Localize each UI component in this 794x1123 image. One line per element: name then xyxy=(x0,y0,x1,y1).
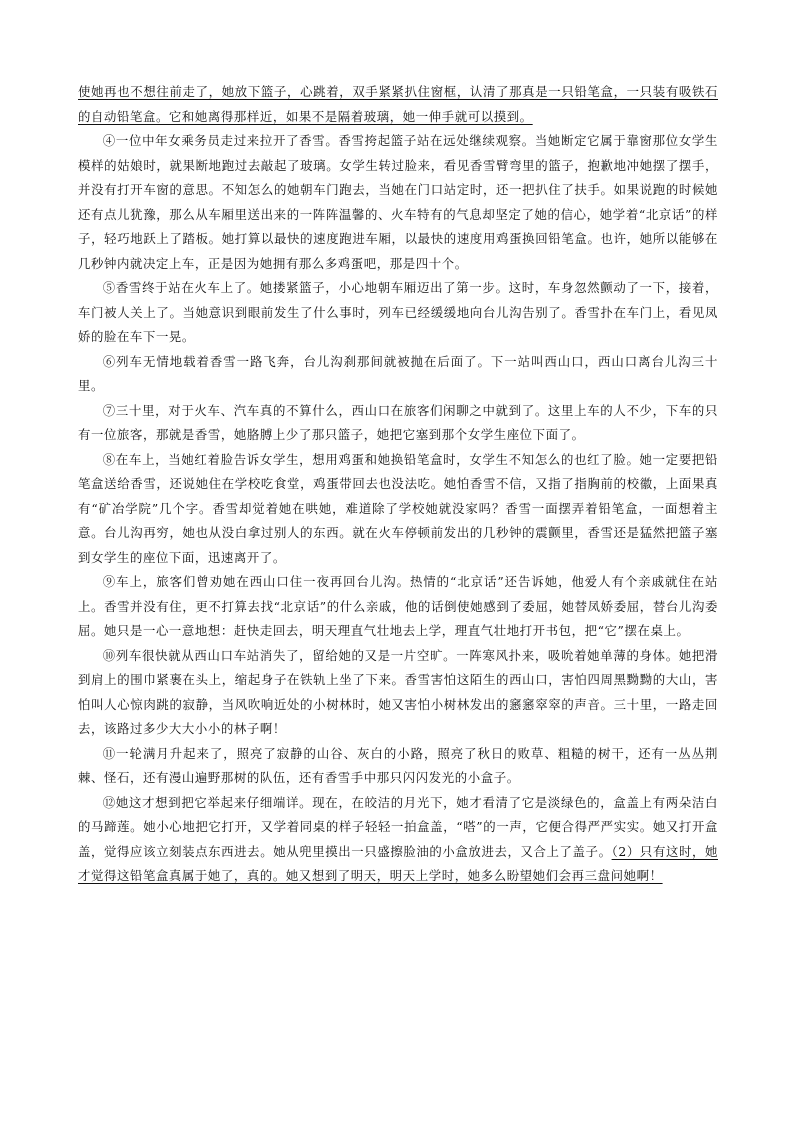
paragraph-8 xyxy=(78,448,718,571)
paragraph-4 xyxy=(78,129,718,276)
paragraph-10 xyxy=(78,644,718,742)
paragraph-10-text: ⑩列车很快就从西山口车站消失了，留给她的又是一片空旷。一阵寒风扑来，吸吮着她单薄的身体。她把滑到肩上的围巾紧裹在头上，缩起身子在铁轨上坐了下来。香雪害怕这陌生的西山口，害怕四周黑黝黝的大山，害怕叫人心惊肉跳的寂静，当风吹响近处的小树林时，她又害怕小树林发出的窸窸窣窣的声音。三十里，一路走回去，该路过多少大大小小的林子啊！ xyxy=(78,647,718,736)
paragraph-9-text: ⑨车上，旅客们曾劝她在西山口住一夜再回台儿沟。热情的“北京话”还告诉她，他爱人有个亲戚就住在站上。香雪并没有住，更不打算去找“北京话”的什么亲戚，他的话倒使她感到了委屈，她替凤娇委屈，替台儿沟委屈。她只是一心一意地想：赶快走回去，明天理直气壮地去上学，理直气壮地打开书包，把“它”摆在桌上。 xyxy=(78,574,718,638)
paragraph-11-text: ⑪一轮满月升起来了，照亮了寂静的山谷、灰白的小路，照亮了秋日的败草、粗糙的树干，还有一丛丛荆棘、怪石，还有漫山遍野那树的队伍，还有香雪手中那只闪闪发光的小盒子。 xyxy=(78,745,718,785)
paragraph-4-text: ④一位中年女乘务员走过来拉开了香雪。香雪挎起篮子站在远处继续观察。当她断定它属于靠窗那位女学生模样的姑娘时，就果断地跑过去敲起了玻璃。女学生转过脸来，看见香雪臂弯里的篮子，抱歉地冲她摆了摆手，并没有打开车窗的意思。不知怎么的她朝车门跑去，当她在门口站定时，还一把扒住了扶手。如果说跑的时候她还有点儿犹豫，那么从车厢里送出来的一阵阵温馨的、火车特有的气息却坚定了她的信心，她学着“北京话”的样子，轻巧地跃上了踏板。她打算以最快的速度跑进车厢，以最快的速度用鸡蛋换回铅笔盒。也许，她所以能够在几秒钟内就决定上车，正是因为她拥有那么多鸡蛋吧，那是四十个。 xyxy=(78,133,718,271)
paragraph-11 xyxy=(78,742,718,791)
paragraph-7 xyxy=(78,399,718,448)
paragraph-7-text: ⑦三十里，对于火车、汽车真的不算什么，西山口在旅客们闲聊之中就到了。这里上车的人不少，下车的只有一位旅客，那就是香雪，她胳膊上少了那只篮子，她把它塞到那个女学生座位下面了。 xyxy=(78,402,718,442)
underlined-sentence-1: 使她再也不想往前走了，她放下篮子，心跳着，双手紧紧扒住窗框，认清了那真是一只铅笔盒，一只装有吸铁石的自动铅笔盒。它和她离得那样近，如果不是隔着玻璃，她一伸手就可以摸到。 xyxy=(78,84,718,124)
paragraph-9 xyxy=(78,570,718,644)
underlined-sentence-2: （2）只有这时，她才觉得这铅笔盒真属于她了，真的。她又想到了明天，明天上学时，她多么盼望她们会再三盘问她啊！ xyxy=(78,843,718,883)
paragraph-6 xyxy=(78,350,718,399)
paragraph-5-text: ⑤香雪终于站在火车上了。她搂紧篮子，小心地朝车厢迈出了第一步。这时，车身忽然颤动了一下，接着，车门被人关上了。当她意识到眼前发生了什么事时，列车已经缓缓地向台儿沟告别了。香雪扑在车门上，看见凤娇的脸在车下一晃。 xyxy=(78,280,718,344)
paragraph-5 xyxy=(78,276,718,350)
paragraph-12-text: ⑫她这才想到把它举起来仔细端详。现在，在皎洁的月光下，她才看清了它是淡绿色的，盒盖上有两朵洁白的马蹄莲。她小心地把它打开，又学着同桌的样子轻轻一拍盒盖，“嗒”的一声，它便合得严严实实。她又打开盒盖，觉得应该立刻装点东西进去。她从兜里摸出一只盛擦脸油的小盒放进去，又合上了盖子。 xyxy=(78,794,718,859)
paragraph-8-text: ⑧在车上，当她红着脸告诉女学生，想用鸡蛋和她换铅笔盒时，女学生不知怎么的也红了脸。她一定要把铅笔盒送给香雪，还说她住在学校吃食堂，鸡蛋带回去也没法吃。她怕香雪不信，又指了指胸前的校徽，上面果真有“矿冶学院”几个字。香雪却觉着她在哄她，难道除了学校她就没家吗？香雪一面摆弄着铅笔盒，一面想着主意。台儿沟再穷，她也从没白拿过别人的东西。就在火车停顿前发出的几秒钟的震颤里，香雪还是猛然把篮子塞到女学生的座位下面，迅速离开了。 xyxy=(78,451,718,565)
article-body xyxy=(78,80,718,889)
paragraph-12 xyxy=(78,791,718,889)
paragraph-intro xyxy=(78,80,718,129)
paragraph-6-text: ⑥列车无情地载着香雪一路飞奔，台儿沟刹那间就被抛在后面了。下一站叫西山口，西山口离台儿沟三十里。 xyxy=(78,353,718,393)
